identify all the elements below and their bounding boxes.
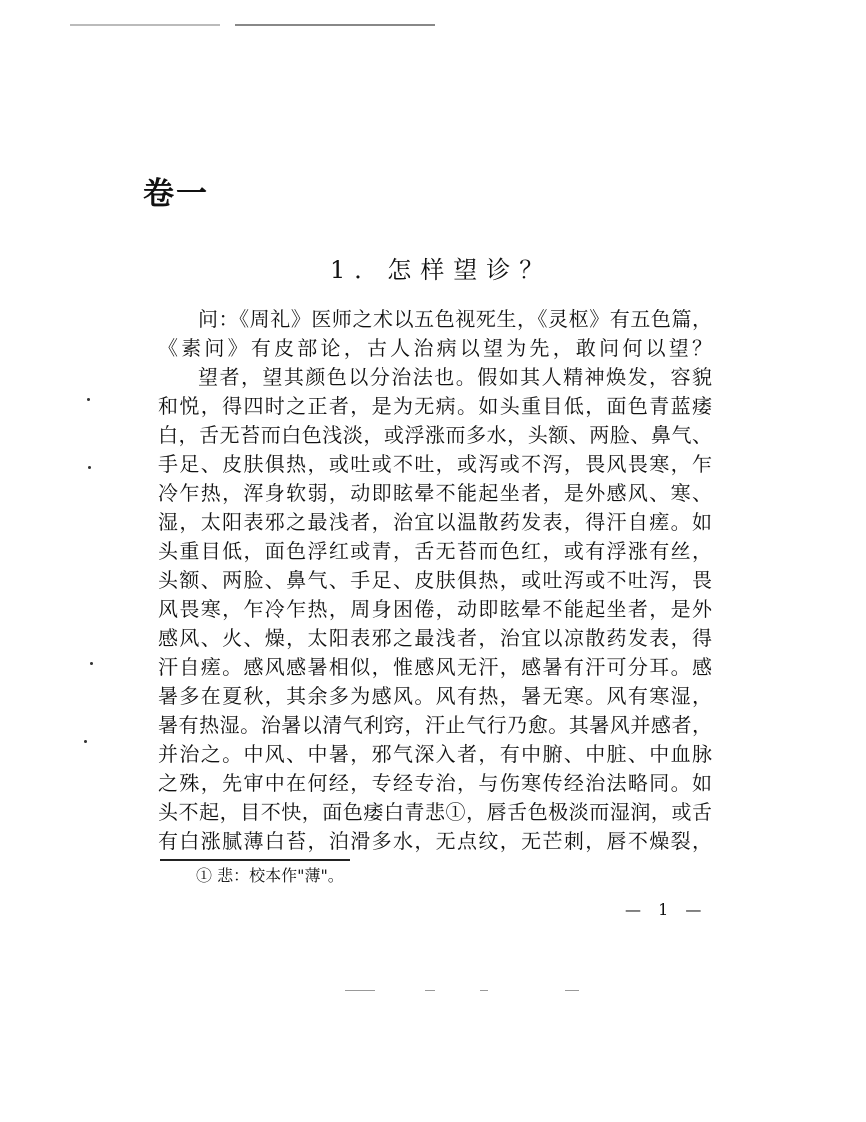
body-line: 问：《周礼》医师之术以五色视死生，《灵枢》有五色篇， [198,307,712,331]
footnote-rule [160,859,350,861]
body-text [158,305,712,856]
section-title: 1．怎样望诊？ [330,256,553,284]
scan-artifact-top [235,24,435,26]
footnote: ① 悲：校本作"薄"。 [196,866,344,885]
scan-artifact-bottom [425,990,435,991]
body-line: 有白涨腻薄白苔，泊滑多水，无点纹，无芒刺，唇不燥裂， [158,829,712,853]
page-number: — 1 — [625,900,708,919]
body-line: 感风、火、燥，太阳表邪之最浅者，治宜以凉散药发表，得 [158,626,712,650]
scan-artifact-top [70,24,220,26]
scan-dot [90,662,93,665]
body-line: 湿，太阳表邪之最浅者，治宜以温散药发表，得汗自瘥。如 [158,510,712,534]
scan-artifact-bottom [480,990,488,991]
body-line: 风畏寒，乍冷乍热，周身困倦，动即眩晕不能起坐者，是外 [158,597,712,621]
scan-dot [87,398,90,401]
body-line: 头重目低，面色浮红或青，舌无苔而色红，或有浮涨有丝， [158,539,712,563]
body-line: 暑多在夏秋，其余多为感风。风有热，暑无寒。风有寒湿， [158,684,712,708]
body-line: 头额、两脸、鼻气、手足、皮肤俱热，或吐泻或不吐泻，畏 [158,568,712,592]
body-line: 望者，望其颜色以分治法也。假如其人精神焕发，容貌 [198,365,712,389]
scan-dot [84,740,87,743]
body-line: 白，舌无苔而白色浅淡，或浮涨而多水，头额、两脸、鼻气、 [158,423,712,447]
body-line: 和悦，得四时之正者，是为无病。如头重目低，面色青蓝痿 [158,394,712,418]
scan-dot [88,466,91,469]
body-line: 《素问》有皮部论，古人治病以望为先，敢问何以望？ [158,336,712,360]
body-line: 暑有热湿。治暑以清气利窍，汗止气行乃愈。其暑风并感者， [158,713,712,737]
body-line: 之殊，先审中在何经，专经专治，与伤寒传经治法略同。如 [158,771,712,795]
body-line: 汗自瘥。感风感暑相似，惟感风无汗，感暑有汗可分耳。感 [158,655,712,679]
body-line: 手足、皮肤俱热，或吐或不吐，或泻或不泻，畏风畏寒，乍 [158,452,712,476]
scan-artifact-bottom [345,990,375,991]
body-line: 并治之。中风、中暑，邪气深入者，有中腑、中脏、中血脉 [158,742,712,766]
body-line: 冷乍热，浑身软弱，动即眩晕不能起坐者，是外感风、寒、 [158,481,712,505]
scan-artifact-bottom [565,990,579,991]
volume-heading: 卷一 [143,176,209,212]
body-line: 头不起，目不快，面色痿白青悲①，唇舌色极淡而湿润，或舌 [158,800,712,824]
